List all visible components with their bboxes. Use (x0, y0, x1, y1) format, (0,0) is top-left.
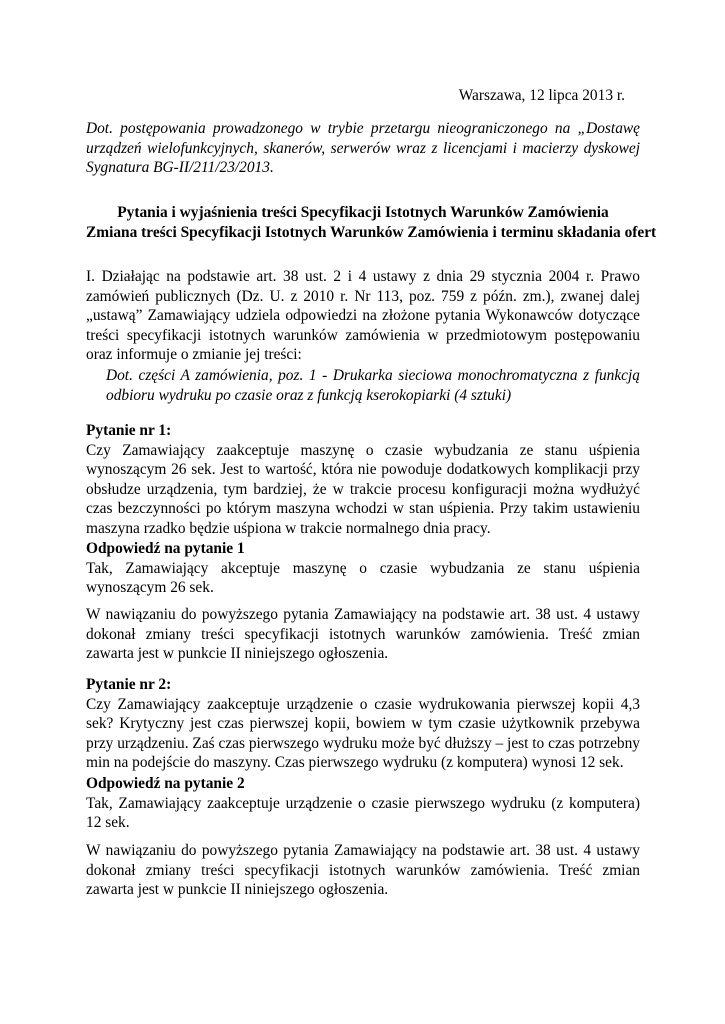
document-date: Warszawa, 12 lipca 2013 r. (458, 87, 625, 104)
procedure-reference: Dot. postępowania prowadzonego w trybie przetargu nieograniczonego na „Dostawę urządzeń wielofunkcyjnych, skanerów, serwerów wraz z licencjami i macierzy dyskowej Sygnatura BG-II/211/23/2013. (86, 120, 640, 176)
question-1-text: Czy Zamawiający zaakceptuje maszynę o czasie wybudzania ze stanu uśpienia wynoszącym 26 sek. Jest to wartość, która nie powoduje dodatkowych komplikacji przy obsłudze urządzenia, tym bardziej, że w trakcie procesu konfiguracji można wydłużyć czas bezczynności po którym maszyna wchodzi w stan uśpienia. Przy takim ustawieniu maszyna rzadko będzie uśpiona w trakcie normalnego dnia pracy. (86, 441, 640, 537)
part-a-note: Dot. części A zamówienia, poz. 1 - Drukarka sieciowa monochromatyczna z funkcją odbioru wydruku po czasie oraz z funkcją kserokopiarki (4 sztuki) (106, 367, 640, 404)
question-2-text: Czy Zamawiający zaakceptuje urządzenie o czasie wydrukowania pierwszej kopii 4,3 sek? Krytyczny jest czas pierwszej kopii, bowiem w tym czasie użytkownik przebywa przy urządzeniu. Zaś czas pierwszego wydruku może być dłuższy – jest to czas potrzebny min na podejście do maszyny. Czas pierwszego wydruku (z komputera) wynosi 12 sek. (86, 695, 640, 771)
change-note-1: W nawiązaniu do powyższego pytania Zamawiający na podstawie art. 38 ust. 4 ustawy dokonał zmiany treści specyfikacji istotnych warunków zamówienia. Treść zmian zawarta jest w punkcie II niniejszego ogłoszenia. (86, 606, 640, 662)
title-line-2: Zmiana treści Specyfikacji Istotnych Warunków Zamówienia i terminu składania ofert (86, 223, 657, 241)
question-2-heading: Pytanie nr 2: (86, 676, 172, 693)
document-title (86, 203, 657, 242)
question-2 (86, 675, 640, 773)
title-line-1: Pytania i wyjaśnienia treści Specyfikacji Istotnych Warunków Zamówienia (117, 204, 609, 221)
answer-1-text: Tak, Zamawiający akceptuje maszynę o czasie wybudzania ze stanu uśpienia wynoszącym 26 sek. (86, 559, 640, 596)
answer-2-heading: Odpowiedź na pytanie 2 (86, 775, 245, 792)
answer-2 (86, 774, 640, 833)
question-1 (86, 421, 640, 538)
answer-2-text: Tak, Zamawiający zaakceptuje urządzenie o czasie pierwszego wydruku (z komputera) 12 sek. (86, 794, 640, 831)
intro-paragraph: I. Działając na podstawie art. 38 ust. 2 i 4 ustawy z dnia 29 stycznia 2004 r. Prawo zamówień publicznych (Dz. U. z 2010 r. Nr 113, poz. 759 z późn. zm.), zwanej dalej „ustawą” Zamawiający udziela odpowiedzi na złożone pytania Wykonawców dotyczące treści specyfikacji istotnych warunków zamówienia w przedmiotowym postępowaniu oraz informuje o zmianie jej treści: (86, 268, 640, 363)
answer-1 (86, 539, 640, 598)
answer-1-heading: Odpowiedź na pytanie 1 (86, 540, 245, 557)
question-1-heading: Pytanie nr 1: (86, 422, 172, 439)
change-note-2: W nawiązaniu do powyższego pytania Zamawiający na podstawie art. 38 ust. 4 ustawy dokonał zmiany treści specyfikacji istotnych warunków zamówienia. Treść zmian zawarta jest w punkcie II niniejszego ogłoszenia. (86, 842, 640, 898)
